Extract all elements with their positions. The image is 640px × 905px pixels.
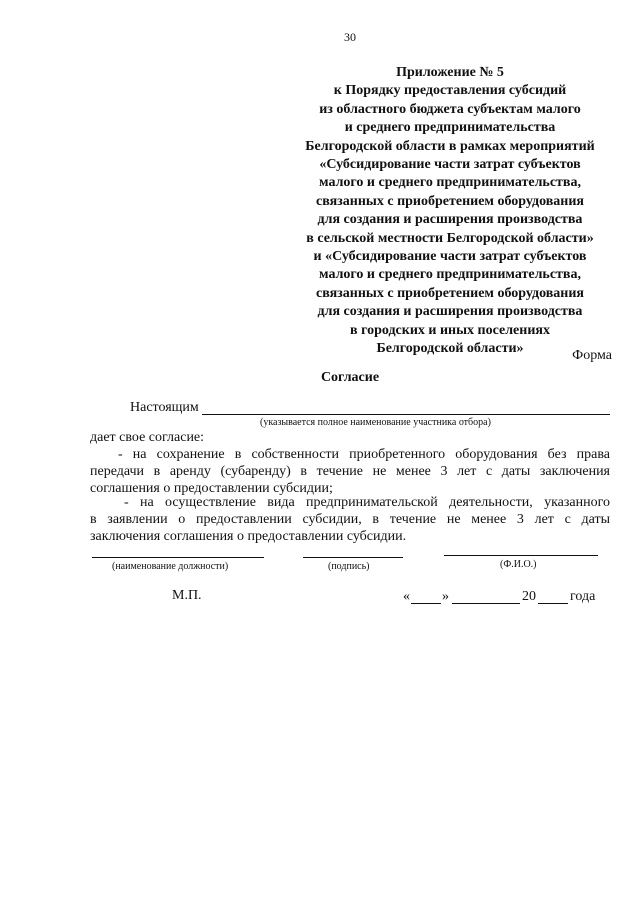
date-open-quote: « (403, 589, 410, 604)
appendix-line: для создания и расширения производства (317, 304, 583, 320)
appendix-line: для создания и расширения производства (317, 212, 583, 228)
appendix-line: в городских и иных поселениях (350, 322, 550, 338)
full-name-line[interactable] (444, 555, 598, 556)
appendix-line: и среднего предпринимательства (344, 120, 556, 136)
item1-line1: - на сохранение в собственности приобретенного оборудования без права (118, 447, 610, 462)
full-name-label: (Ф.И.О.) (500, 559, 537, 570)
item2-line1: - на осуществление вида предпринимательской деятельности, указанного (124, 495, 610, 510)
year-prefix: 20 (522, 589, 536, 604)
item2-line2: в заявлении о предоставлении субсидии, в течение не менее 3 лет с даты (90, 512, 610, 527)
participant-name-line[interactable] (202, 414, 610, 415)
appendix-line: и «Субсидирование части затрат субъектов (313, 249, 587, 265)
hereby-label: Настоящим (130, 400, 199, 415)
participant-name-hint: (указывается полное наименование участника отбора) (260, 417, 491, 428)
position-line[interactable] (92, 557, 264, 558)
appendix-line: связанных с приобретением оборудования (316, 285, 584, 301)
date-close-quote: » (442, 589, 449, 604)
signature-line[interactable] (303, 557, 403, 558)
signature-label: (подпись) (328, 561, 370, 572)
appendix-line: в сельской местности Белгородской области» (306, 230, 594, 246)
appendix-line: связанных с приобретением оборудования (316, 193, 584, 209)
document-title: Согласие (320, 370, 380, 385)
date-month-line[interactable] (452, 603, 520, 604)
appendix-line: малого и среднего предпринимательства, (319, 175, 581, 191)
appendix-header (270, 64, 630, 359)
appendix-line: Белгородской области» (376, 341, 524, 357)
year-line[interactable] (538, 603, 568, 604)
date-day-line[interactable] (411, 603, 441, 604)
appendix-line: «Субсидирование части затрат субъектов (319, 157, 581, 173)
consent-text: дает свое согласие: (90, 430, 205, 445)
appendix-line: из областного бюджета субъектам малого (319, 101, 581, 117)
item2-line3: заключения соглашения о предоставлении субсидии. (90, 529, 407, 544)
year-suffix: года (570, 589, 596, 604)
position-label: (наименование должности) (112, 561, 229, 572)
item1-line2: передачи в аренду (субаренду) в течение не менее 3 лет с даты заключения (90, 464, 610, 479)
page-number: 30 (344, 30, 356, 44)
form-label: Форма (572, 348, 612, 363)
appendix-line: Белгородской области в рамках мероприятий (305, 138, 595, 154)
stamp-label: М.П. (172, 588, 202, 603)
item1-line3: соглашения о предоставлении субсидии; (90, 481, 333, 496)
appendix-line: Приложение № 5 (396, 65, 504, 80)
appendix-line: к Порядку предоставления субсидий (333, 83, 567, 99)
appendix-line: малого и среднего предпринимательства, (319, 267, 581, 283)
